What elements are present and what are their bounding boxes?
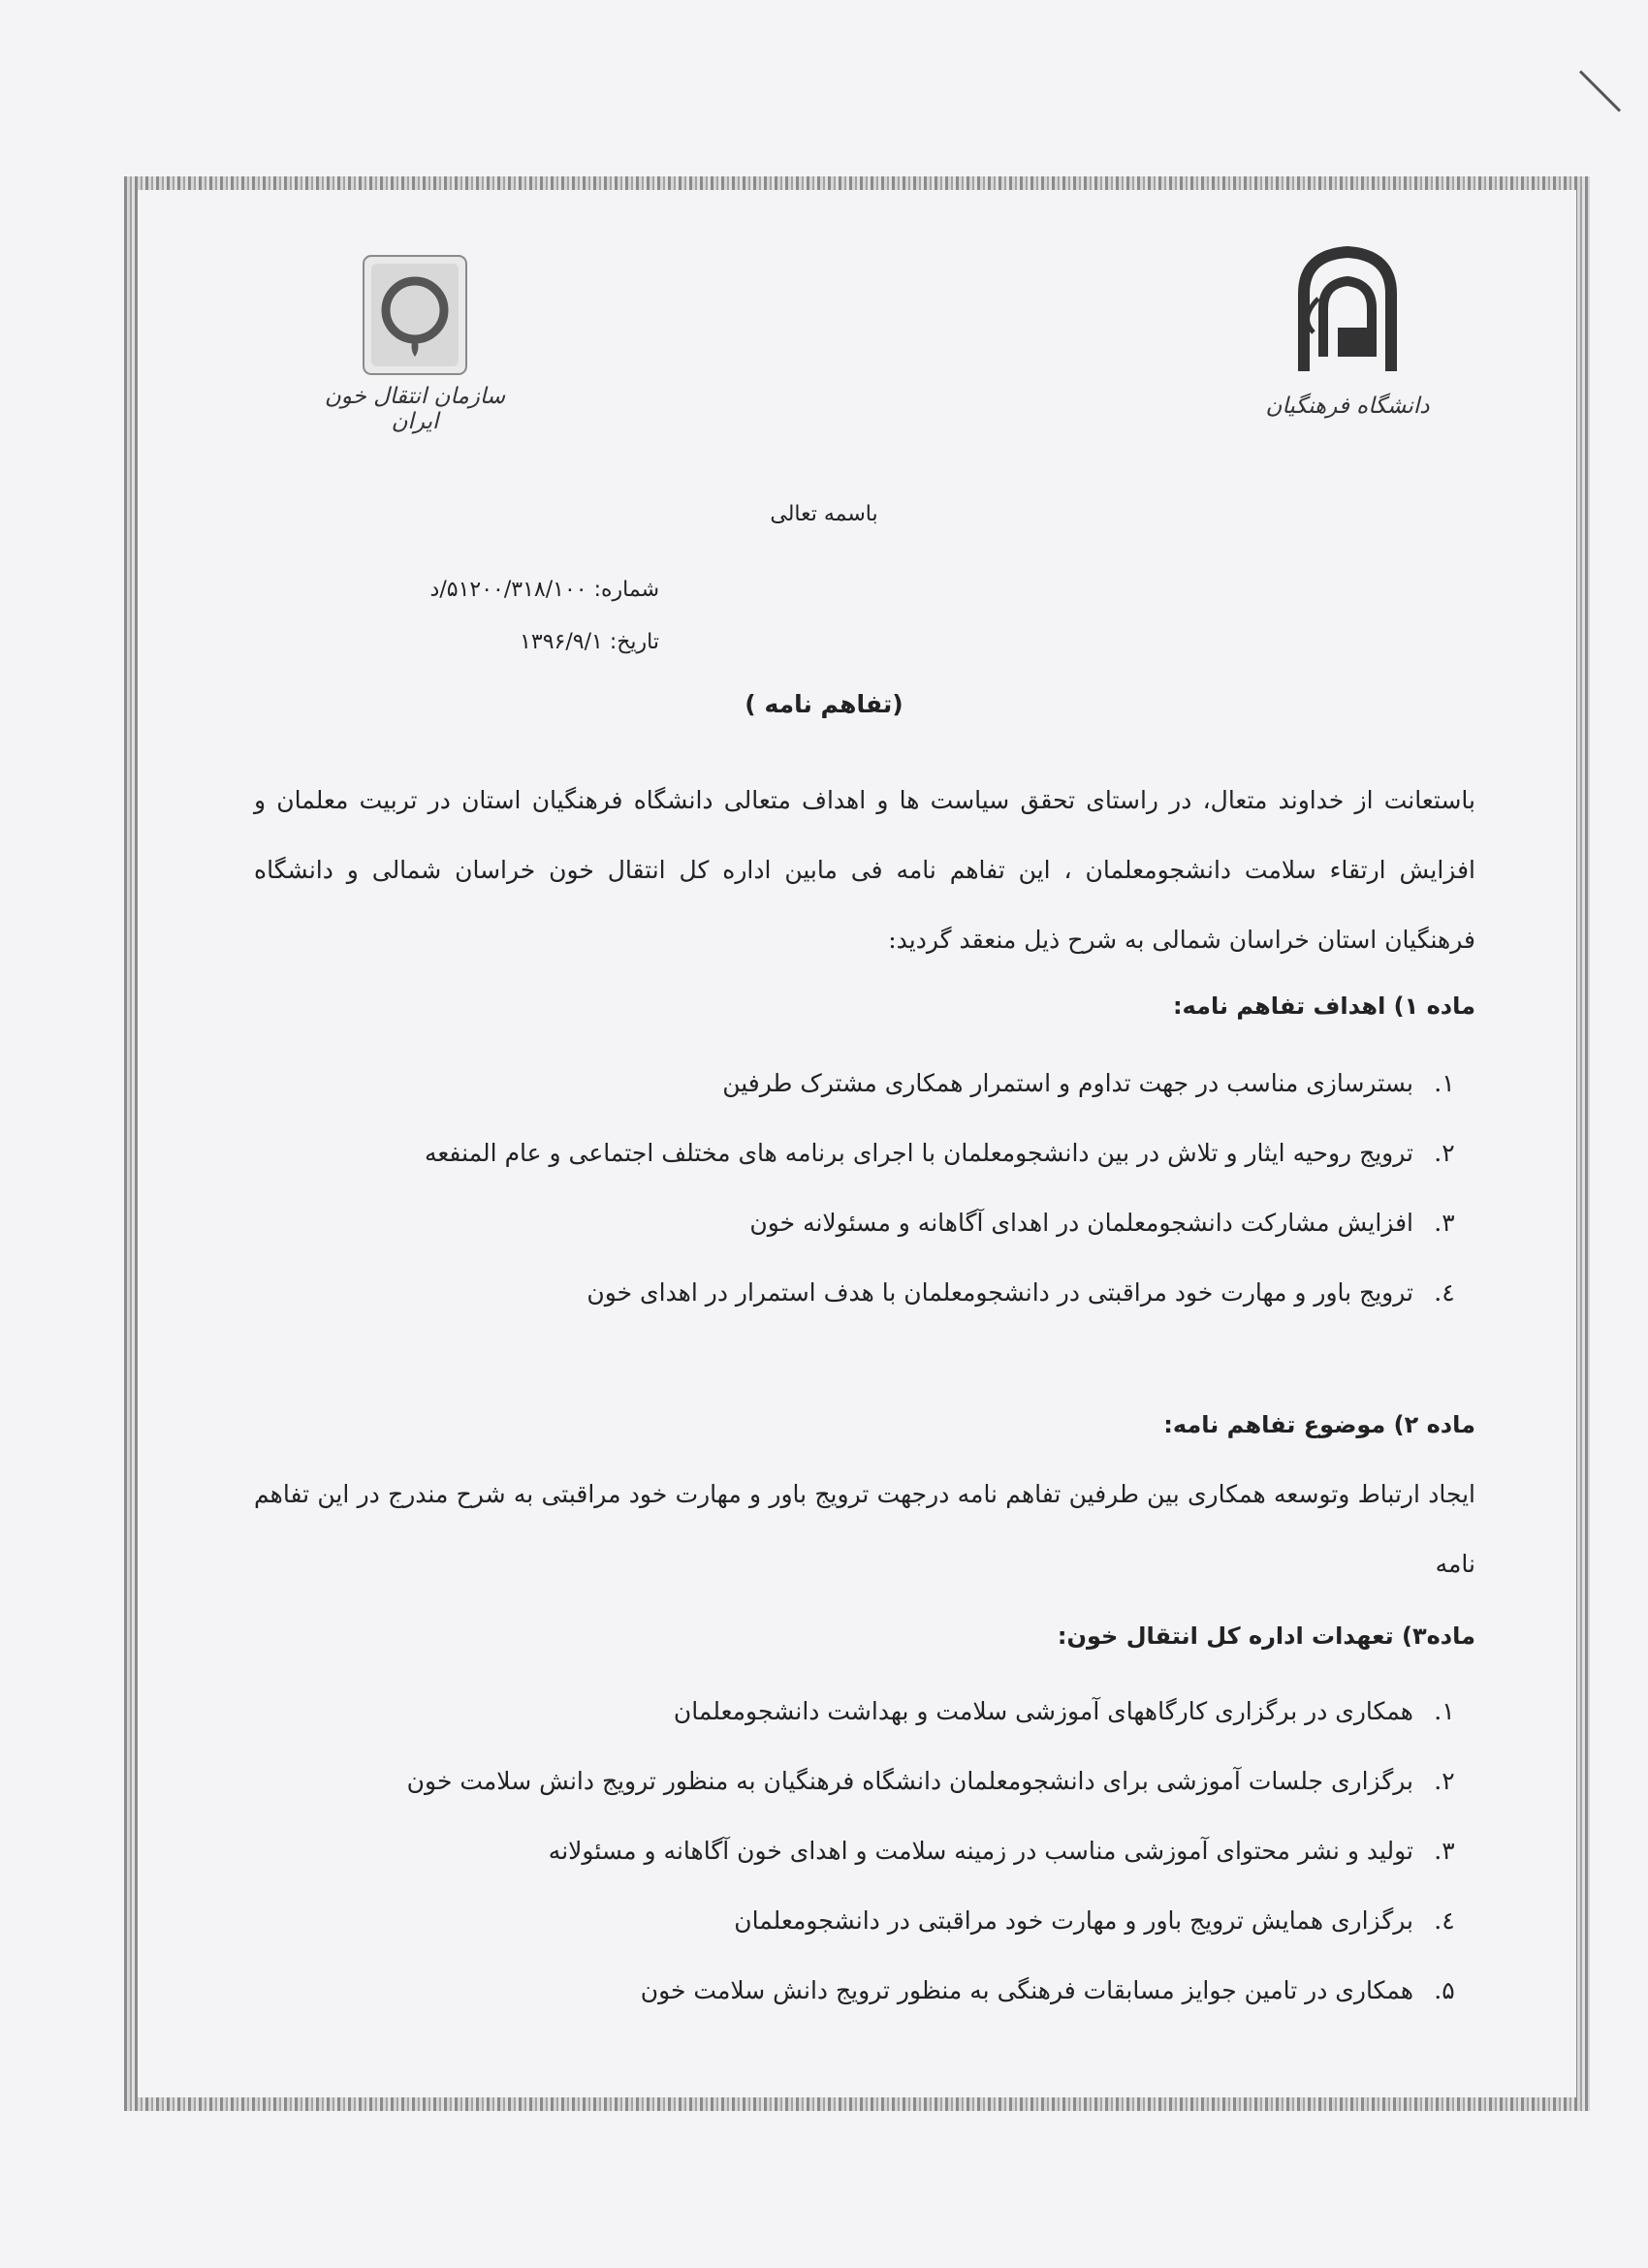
list-item-text: بسترسازی مناسب در جهت تداوم و استمرار همکاری مشترک طرفین [722, 1069, 1413, 1097]
document-body [254, 766, 1475, 2026]
list-item-text: برگزاری همایش ترویج باور و مهارت خود مراقبتی در دانشجومعلمان [734, 1906, 1413, 1935]
article-2-heading: ماده ۲) موضوع تفاهم نامه: [1163, 1411, 1475, 1438]
blood-transfusion-logo [308, 254, 522, 434]
list-item [254, 1747, 1475, 1816]
document-reference-block [368, 564, 659, 669]
article-3-heading: ماده۳) تعهدات اداره کل انتقال خون: [1057, 1622, 1475, 1650]
list-item-text: همکاری در تامین جوایز مسابقات فرهنگی به منظور ترویج دانش سلامت خون [640, 1976, 1413, 2004]
list-item-text: افزایش مشارکت دانشجومعلمان در اهدای آگاهانه و مسئولانه خون [749, 1209, 1413, 1237]
list-item-number: ٤. [1434, 1906, 1455, 1935]
document-number-value: ۵۱۲۰۰/۳۱۸/۱۰۰/د [429, 578, 587, 602]
article-2-paragraph: ایجاد ارتباط وتوسعه همکاری بین طرفین تفاهم نامه درجهت ترویج باور و مهارت خود مراقبتی به شرح مندرج در این تفاهم نامه [254, 1480, 1475, 1578]
list-item-text: تولید و نشر محتوای آموزشی مناسب در زمینه سلامت و اهدای خون آگاهانه و مسئولانه [548, 1837, 1413, 1865]
list-item-number: ۵. [1434, 1976, 1455, 2004]
document-date-value: ۱۳۹۶/۹/۱ [520, 630, 603, 654]
document-number-label: شماره: [593, 578, 659, 602]
list-item-text: برگزاری جلسات آموزشی برای دانشجومعلمان دانشگاه فرهنگیان به منظور ترویج دانش سلامت خون [406, 1767, 1413, 1795]
farhangian-university-caption: دانشگاه فرهنگیان [1265, 394, 1430, 419]
university-emblem-icon [1284, 240, 1410, 386]
list-item-number: ۲. [1434, 1767, 1455, 1795]
blood-transfusion-caption: سازمان انتقال خون ایران [324, 384, 506, 434]
list-item [254, 1118, 1475, 1188]
list-item [254, 1188, 1475, 1258]
article-3-list [254, 1677, 1475, 2026]
article-1-list [254, 1049, 1475, 1328]
list-item-number: ۳. [1434, 1837, 1455, 1865]
list-item-number: ۱. [1434, 1697, 1455, 1725]
document-number-line [368, 564, 659, 616]
document-date-line [368, 616, 659, 669]
document-title: ( تفاهم نامه) [745, 690, 903, 718]
list-item [254, 1049, 1475, 1118]
document-date-label: تاریخ: [609, 630, 659, 654]
list-item-number: ۱. [1434, 1069, 1455, 1097]
list-item [254, 1816, 1475, 1886]
basmala-heading: باسمه تعالی [770, 502, 878, 526]
blood-drop-emblem-icon [362, 254, 468, 376]
list-item-number: ٤. [1434, 1278, 1455, 1307]
list-item [254, 1677, 1475, 1747]
article-1-heading: ماده ۱) اهداف تفاهم نامه: [1172, 992, 1475, 1020]
list-item-number: ۲. [1434, 1139, 1455, 1167]
intro-paragraph: باستعانت از خداوند متعال، در راستای تحقق سیاست ها و اهداف متعالی دانشگاه فرهنگیان استان در تربیت معلمان و افزایش ارتقاء سلامت دانشجومعلمان ، این تفاهم نامه فی مابین اداره کل انتقال خون خراسان شمالی و دانشگاه فرهنگیان استان خراسان شمالی به شرح ذیل منعقد گردید: [254, 786, 1475, 954]
farhangian-university-logo [1260, 240, 1435, 419]
list-item-text: همکاری در برگزاری کارگاههای آموزشی سلامت و بهداشت دانشجومعلمان [673, 1697, 1413, 1725]
list-item [254, 1956, 1475, 2026]
list-item [254, 1886, 1475, 1956]
scan-corner-mark [1579, 70, 1621, 111]
list-item-text: ترویج باور و مهارت خود مراقبتی در دانشجومعلمان با هدف استمرار در اهدای خون [586, 1278, 1413, 1307]
list-item [254, 1258, 1475, 1328]
list-item-number: ۳. [1434, 1209, 1455, 1237]
list-item-text: ترویج روحیه ایثار و تلاش در بین دانشجومعلمان با اجرای برنامه های مختلف اجتماعی و عام المنفعه [424, 1139, 1413, 1167]
